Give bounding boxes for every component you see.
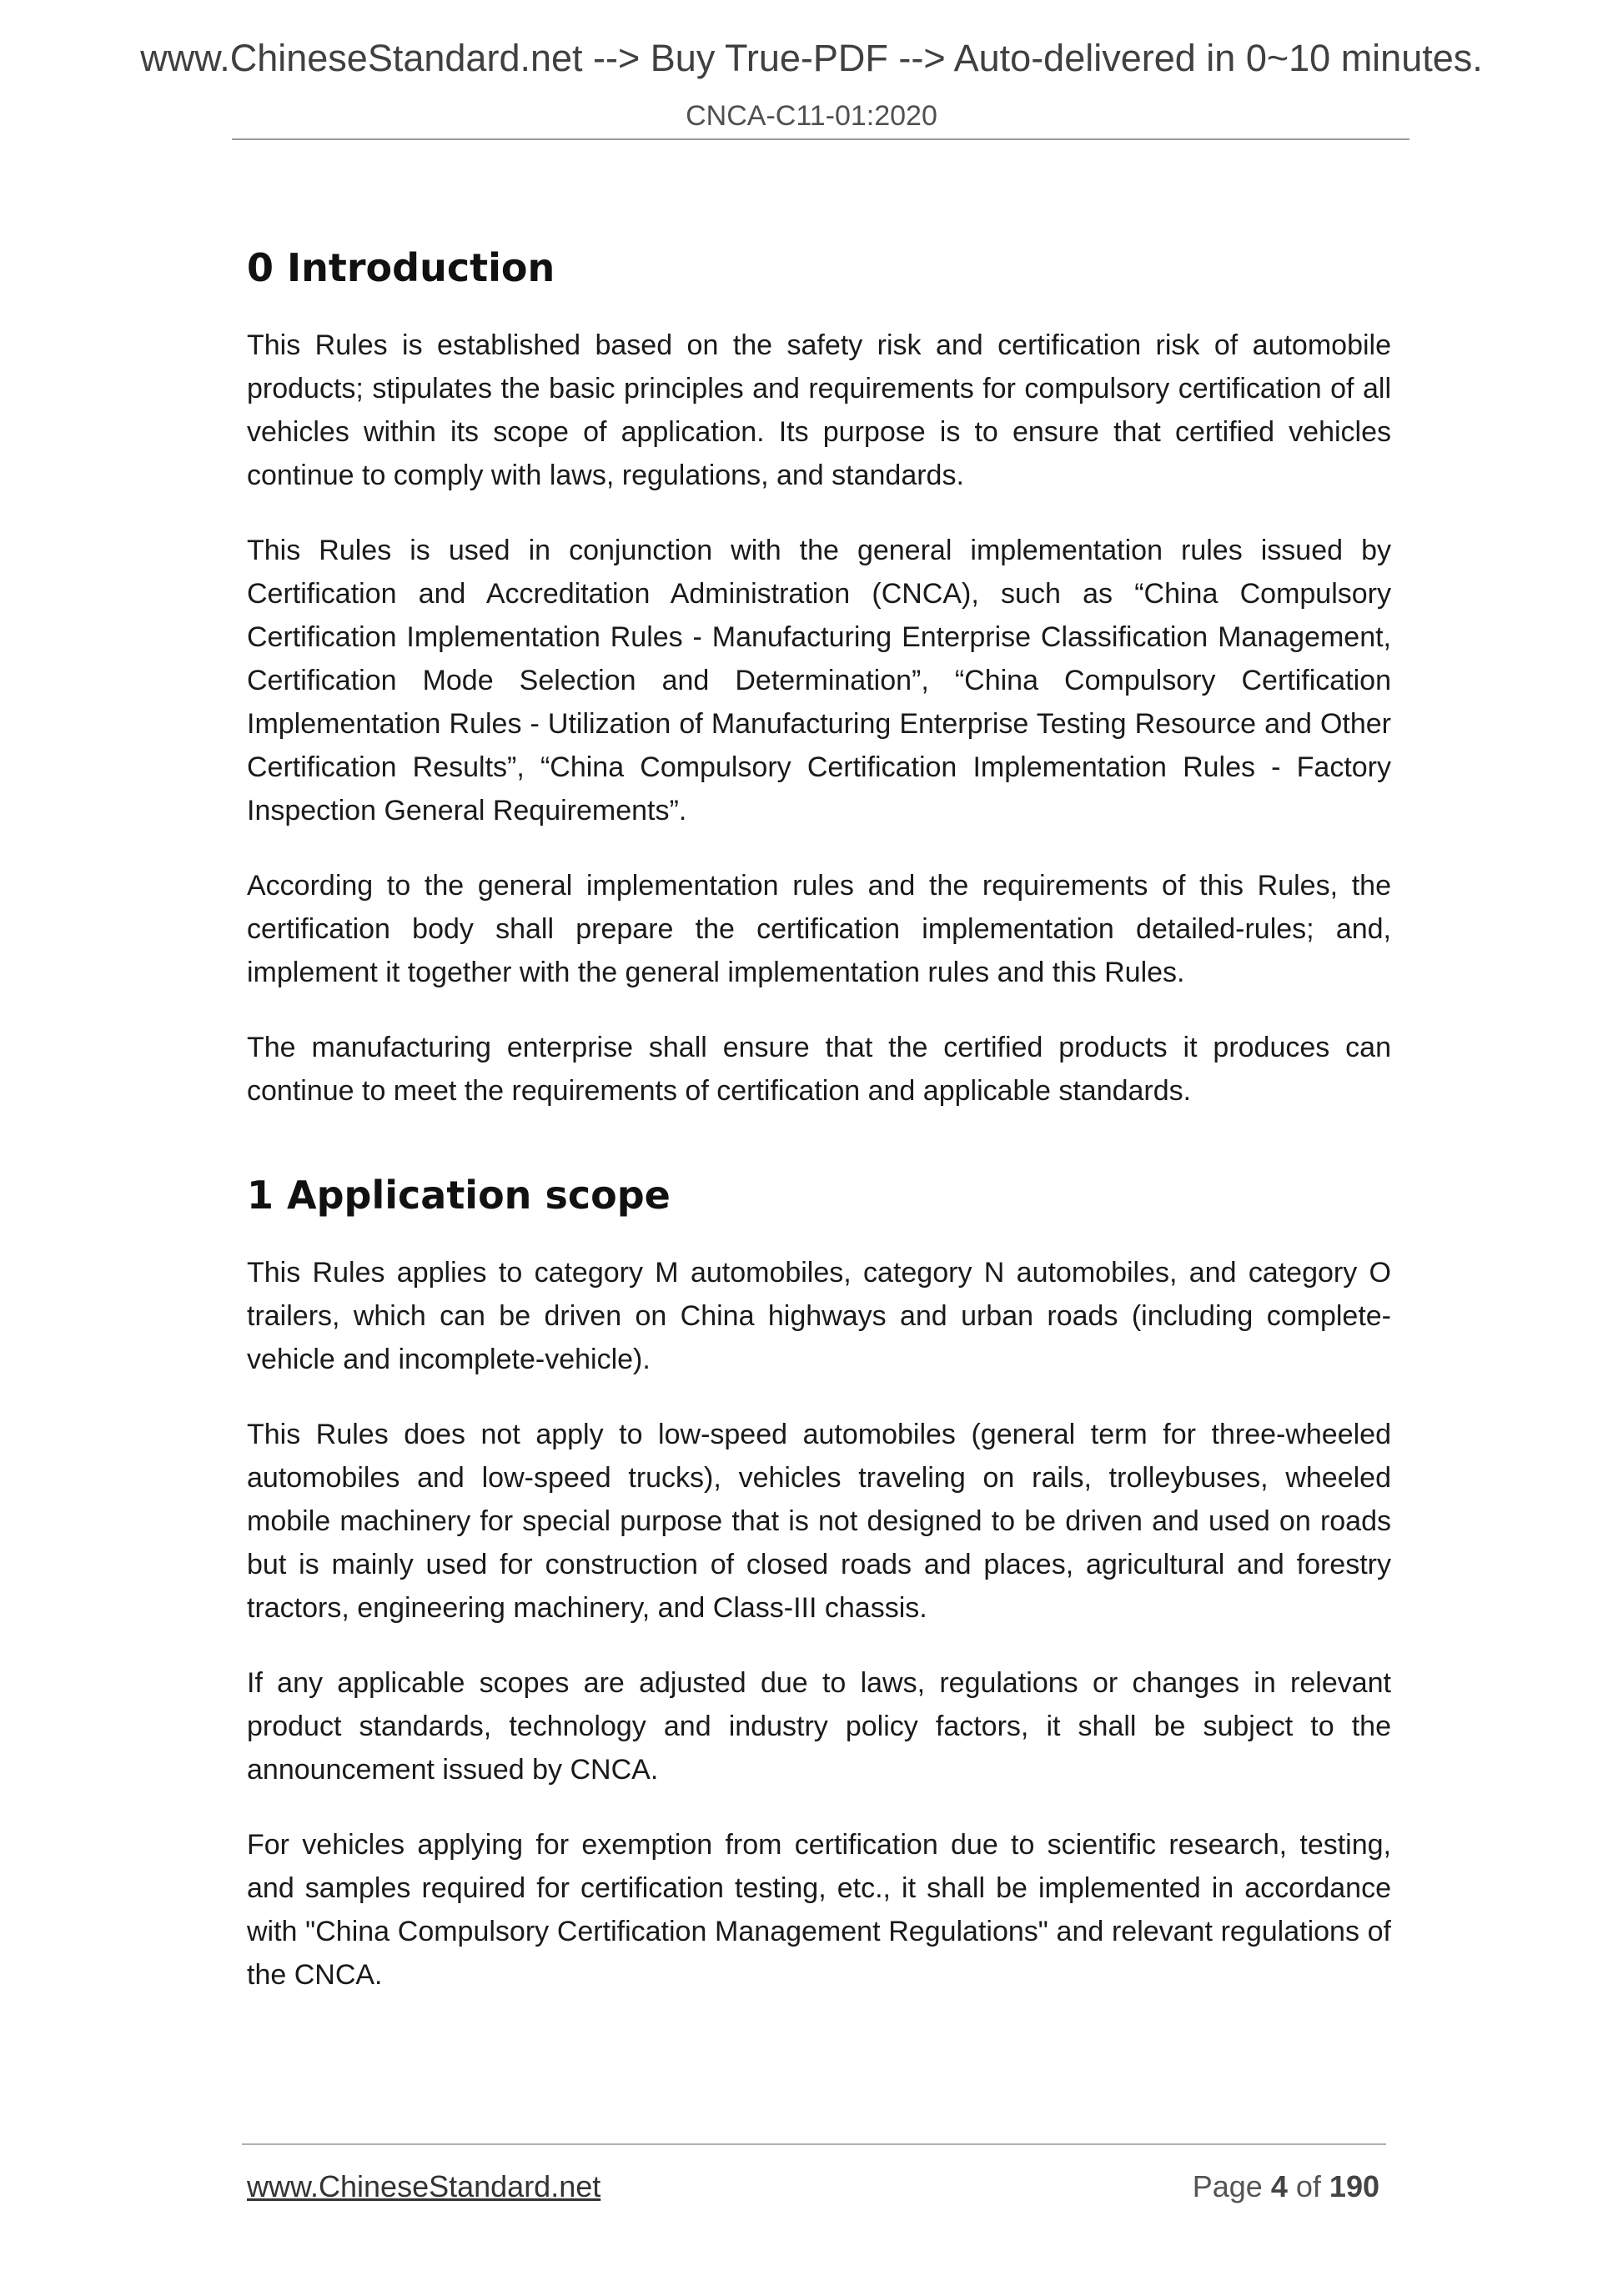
header-divider bbox=[232, 138, 1409, 140]
document-body bbox=[247, 239, 1391, 2028]
paragraph: This Rules is established based on the safety risk and certification risk of automobile products; stipulates the basic principles and requirements for compulsory certification of all vehicles within its scope of application. Its purpose is to ensure that certified vehicles continue to comply with laws, regulations, and standards. bbox=[247, 329, 1391, 491]
paragraph: According to the general implementation rules and the requirements of this Rules, the certification body shall prepare the certification implementation detailed-rules; and, implement it together with the general implementation rules and this Rules. bbox=[247, 870, 1391, 988]
page-number bbox=[1193, 2168, 1379, 2205]
paragraph: The manufacturing enterprise shall ensure that the certified products it produces can continue to meet the requirements of certification and applicable standards. bbox=[247, 1032, 1391, 1107]
section-application-scope bbox=[247, 1166, 1391, 1997]
footer-website-link[interactable]: www.ChineseStandard.net bbox=[247, 2169, 601, 2203]
page-of: of bbox=[1295, 2169, 1321, 2203]
document-code: CNCA-C11-01:2020 bbox=[686, 100, 937, 132]
footer-divider bbox=[242, 2143, 1386, 2145]
paragraph: This Rules is used in conjunction with the general implementation rules issued by Certification and Accreditation Administration (CNCA), such as “China Compulsory Certification Implementation Rules - Manufacturing Enterprise Classification Management, Certification Mode Selection and Determination”, “China Compulsory Certification Implementation Rules - Utilization of Manufacturing Enterprise Testing Resource and Other Certification Results”, “China Compulsory Certification Implementation Rules - Factory Inspection General Requirements”. bbox=[247, 535, 1391, 826]
site-banner[interactable]: www.ChineseStandard.net --> Buy True-PDF --> Auto-delivered in 0~10 minutes. bbox=[140, 37, 1483, 79]
page-total: 190 bbox=[1329, 2169, 1379, 2203]
paragraph: This Rules does not apply to low-speed automobiles (general term for three-wheeled automobiles and low-speed trucks), vehicles traveling on rails, trolleybuses, wheeled mobile machinery for special purpose that is not designed to be driven and used on roads but is mainly used for construction of closed roads and places, agricultural and forestry tractors, engineering machinery, and Class-III chassis. bbox=[247, 1419, 1391, 1624]
section-heading-introduction: 0 Introduction bbox=[247, 245, 555, 290]
paragraph: This Rules applies to category M automobiles, category N automobiles, and category O trailers, which can be driven on China highways and urban roads (including complete-vehicle and incomplete-vehicle). bbox=[247, 1257, 1391, 1375]
paragraph: For vehicles applying for exemption from certification due to scientific research, testing, and samples required for certification testing, etc., it shall be implemented in accordance with "China Compulsory Certification Management Regulations" and relevant regulations of the CNCA. bbox=[247, 1829, 1391, 1991]
paragraph: If any applicable scopes are adjusted due to laws, regulations or changes in relevant product standards, technology and industry policy factors, it shall be subject to the announcement issued by CNCA. bbox=[247, 1667, 1391, 1786]
section-introduction bbox=[247, 239, 1391, 1113]
page-current: 4 bbox=[1270, 2169, 1288, 2203]
page-label: Page bbox=[1192, 2169, 1263, 2203]
section-heading-application-scope: 1 Application scope bbox=[247, 1173, 671, 1218]
